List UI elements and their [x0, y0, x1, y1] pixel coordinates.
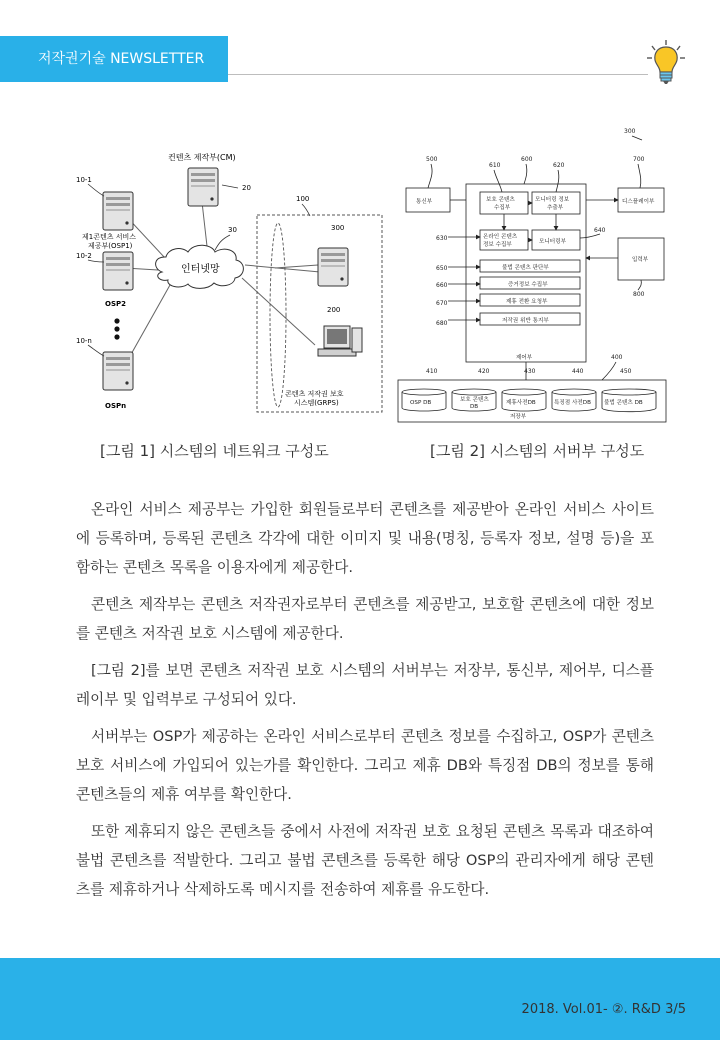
db-prot-line2: DB	[470, 404, 479, 410]
footer-bar	[0, 958, 720, 1040]
label-grps-line2: 시스템(GRPS)	[294, 399, 339, 407]
ref-500: 500	[426, 156, 438, 163]
label-ospn: OSPn	[105, 402, 127, 410]
label-grps-line1: 콘텐츠 저작권 보호	[285, 390, 344, 398]
box-display: 디스플레이부	[622, 199, 655, 205]
ref-100: 100	[296, 195, 310, 203]
box-extract-line2: 추출부	[547, 205, 564, 211]
article-body	[76, 495, 654, 912]
db-feature: 특징점 사전DB	[554, 400, 591, 406]
ref-600: 600	[521, 156, 533, 163]
ref-650: 650	[436, 265, 448, 272]
db-illegal: 불법 콘텐츠 DB	[604, 400, 643, 406]
ref-680: 680	[436, 320, 448, 327]
lightbulb-icon	[645, 38, 687, 88]
ref-430: 430	[524, 368, 536, 375]
ref-420: 420	[478, 368, 490, 375]
ref-450: 450	[620, 368, 632, 375]
header-divider	[228, 74, 648, 75]
box-extract-line1: 모니터링 정보	[535, 197, 570, 203]
label-storage: 저장부	[510, 414, 527, 420]
footer-issue-info: 2018. Vol.01- ②. R&D 3/5	[521, 1002, 686, 1017]
box-monitor: 모니터링부	[539, 239, 567, 245]
paragraph-2: 콘텐츠 제작부는 콘텐츠 저작권자로부터 콘텐츠를 제공받고, 보호할 콘텐츠에 대한 정보를 콘텐츠 저작권 보호 시스템에 제공한다.	[76, 596, 654, 642]
db-osp: OSP DB	[410, 400, 432, 406]
paragraph-5: 또한 제휴되지 않은 콘텐츠들 중에서 사전에 저작권 보호 요청된 콘텐츠 목록과 대조하여 불법 콘텐츠를 적발한다. 그리고 불법 콘텐츠를 등록한 해당 OSP의 관리자에게 해당 콘텐츠를 제휴하거나 삭제하도록 메시지를 전송하여 제휴를 유도한다.	[76, 823, 654, 898]
label-osp2: OSP2	[105, 300, 126, 308]
ref-300b: 300	[624, 128, 636, 135]
box-evidence: 증거정보 수집부	[508, 282, 548, 288]
paragraph-4: 서버부는 OSP가 제공하는 온라인 서비스로부터 콘텐츠 정보를 수집하고, OSP가 콘텐츠 보호 서비스에 가입되어 있는가를 확인한다. 그리고 제휴 DB와 특징점 DB의 정보를 통해 콘텐츠들의 제휴 여부를 확인한다.	[76, 728, 654, 803]
ref-670: 670	[436, 300, 448, 307]
ref-640: 640	[594, 227, 606, 234]
box-online-line2: 정보 수집부	[483, 242, 512, 248]
figure-server-diagram	[396, 126, 668, 426]
figure1-caption: [그림 1] 시스템의 네트워크 구성도	[100, 442, 329, 460]
figure-network-diagram	[70, 140, 400, 420]
box-partner: 제휴 전환 요청부	[506, 299, 548, 305]
figure2-caption: [그림 2] 시스템의 서버부 구성도	[430, 442, 645, 460]
newsletter-title-tab: 저작권기술 NEWSLETTER	[0, 36, 228, 82]
ref-440: 440	[572, 368, 584, 375]
ref-610: 610	[489, 162, 501, 169]
db-partner: 제휴사전DB	[506, 400, 536, 406]
ref-300: 300	[331, 224, 345, 232]
ref-10-1: 10-1	[76, 176, 92, 184]
ref-10-n: 10-n	[76, 337, 92, 345]
label-internet: 인터넷망	[181, 264, 220, 275]
ref-20: 20	[242, 184, 251, 192]
ref-800: 800	[633, 291, 645, 298]
ref-410: 410	[426, 368, 438, 375]
paragraph-3: [그림 2]를 보면 콘텐츠 저작권 보호 시스템의 서버부는 저장부, 통신부, 제어부, 디스플레이부 및 입력부로 구성되어 있다.	[76, 662, 654, 708]
ref-200: 200	[327, 306, 341, 314]
label-cm: 컨텐츠 제작부(CM)	[168, 153, 236, 162]
box-online-line1: 온라인 콘텐츠	[483, 234, 518, 240]
box-illegal: 불법 콘텐츠 판단부	[502, 265, 549, 271]
ref-700: 700	[633, 156, 645, 163]
ref-30: 30	[228, 226, 237, 234]
ref-400: 400	[611, 354, 623, 361]
label-osp1-line2: 제공부(OSP1)	[88, 242, 133, 250]
box-notify: 저작권 위반 통지부	[502, 318, 549, 324]
box-comm: 통신부	[416, 199, 433, 205]
ref-10-2: 10-2	[76, 252, 92, 260]
ref-660: 660	[436, 282, 448, 289]
box-collect-line2: 수집부	[494, 205, 511, 211]
db-prot-line1: 보호 콘텐츠	[460, 397, 489, 403]
box-input: 입력부	[632, 257, 649, 263]
box-collect-line1: 보호 콘텐츠	[486, 197, 515, 203]
ref-630: 630	[436, 235, 448, 242]
label-control: 제어부	[516, 355, 533, 361]
label-osp1-line1: 제1콘텐츠 서비스	[82, 233, 137, 241]
paragraph-1: 온라인 서비스 제공부는 가입한 회원들로부터 콘텐츠를 제공받아 온라인 서비스 사이트에 등록하며, 등록된 콘텐츠 각각에 대한 이미지 및 내용(명칭, 등록자 정보, 설명 등)을 포함하는 콘텐츠 목록을 이용자에게 제공한다.	[76, 501, 654, 576]
ref-620: 620	[553, 162, 565, 169]
